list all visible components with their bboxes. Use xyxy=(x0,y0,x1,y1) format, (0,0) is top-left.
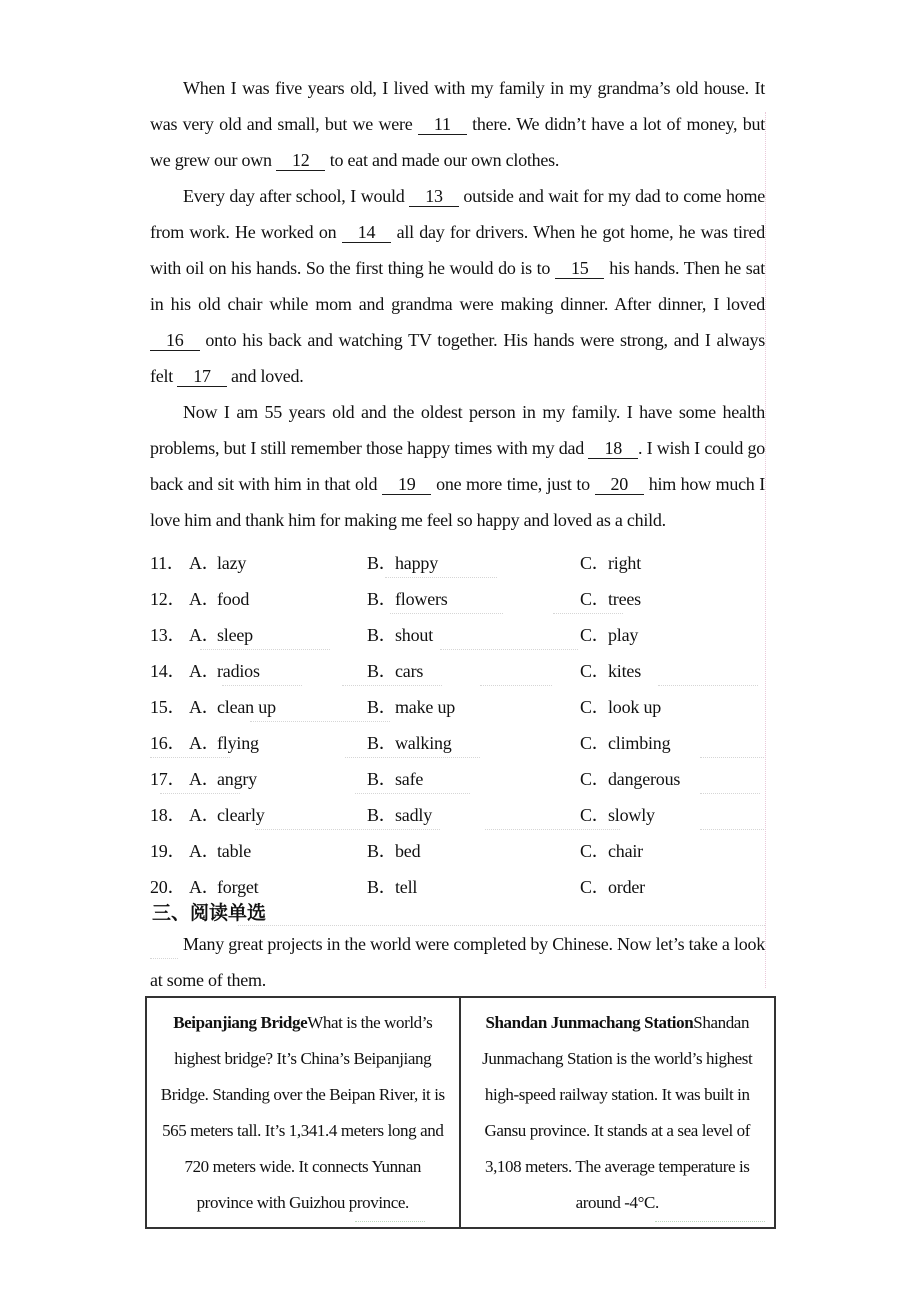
option-a xyxy=(189,653,367,689)
dotted-gridline xyxy=(480,685,552,686)
option-letter: C． xyxy=(580,769,610,789)
option-c xyxy=(580,545,765,581)
option-row-12 xyxy=(150,581,765,617)
option-c xyxy=(580,689,765,725)
reading-intro-paragraph: Many great projects in the world were completed by Chinese. Now let’s take a look at some of them. xyxy=(150,934,765,990)
question-number: 20． xyxy=(150,877,186,897)
option-text: cars xyxy=(395,661,424,681)
option-letter: B． xyxy=(367,733,397,753)
option-letter: B． xyxy=(367,661,397,681)
dotted-gridline xyxy=(700,793,760,794)
option-letter: C． xyxy=(580,589,610,609)
dotted-gridline xyxy=(160,793,240,794)
option-letter: A． xyxy=(189,625,220,645)
option-c xyxy=(580,761,765,797)
option-text: dangerous xyxy=(608,769,681,789)
cloze-paragraph-1 xyxy=(150,70,765,178)
option-letter: A． xyxy=(189,805,220,825)
option-text: radios xyxy=(217,661,260,681)
dotted-gridline xyxy=(250,721,390,722)
option-row-11 xyxy=(150,545,765,581)
option-letter: B． xyxy=(367,589,397,609)
option-letter: B． xyxy=(367,877,397,897)
option-b xyxy=(367,545,580,581)
option-row-16 xyxy=(150,725,765,761)
option-letter: C． xyxy=(580,733,610,753)
dotted-gridline xyxy=(553,613,623,614)
projects-table xyxy=(145,996,776,1229)
option-text: order xyxy=(608,877,645,897)
cloze-blank-14: 14 xyxy=(342,222,392,243)
option-letter: B． xyxy=(367,769,397,789)
paragraph-text: Now I am 55 years old and the oldest person in my family. I have some health problems, but I still remember those happy times with my dad xyxy=(150,402,765,458)
dotted-gridline xyxy=(150,757,230,758)
option-letter: B． xyxy=(367,841,397,861)
option-text: flowers xyxy=(395,589,448,609)
option-b xyxy=(367,761,580,797)
option-letter: C． xyxy=(580,625,610,645)
option-text: shout xyxy=(395,625,434,645)
option-letter: A． xyxy=(189,661,220,681)
cloze-paragraph-3 xyxy=(150,394,765,538)
paragraph-text: all day for drivers. When he got home, he was tired with oil on his hands. So the first thing he would do is to xyxy=(150,222,765,278)
option-text: right xyxy=(608,553,641,573)
option-b xyxy=(367,869,580,905)
option-c xyxy=(580,653,765,689)
cloze-blank-18: 18 xyxy=(588,438,638,459)
dotted-gridline xyxy=(385,577,497,578)
paragraph-text: When I was five years old, I lived with my family in my grandma’s old house. It was very old and small, but we were xyxy=(150,78,765,134)
dotted-gridline xyxy=(440,649,578,650)
cloze-blank-20: 20 xyxy=(595,474,645,495)
paragraph-text: onto his back and watching TV together. His hands were strong, and I always felt xyxy=(150,330,765,386)
option-b xyxy=(367,689,580,725)
option-text: slowly xyxy=(608,805,655,825)
option-text: climbing xyxy=(608,733,671,753)
option-text: clean up xyxy=(217,697,276,717)
option-text: bed xyxy=(395,841,421,861)
option-letter: A． xyxy=(189,877,220,897)
option-c xyxy=(580,617,765,653)
cloze-blank-13: 13 xyxy=(409,186,459,207)
option-row-19 xyxy=(150,833,765,869)
option-a xyxy=(189,797,367,833)
option-c xyxy=(580,797,765,833)
dotted-gridline xyxy=(150,958,178,959)
option-letter: C． xyxy=(580,553,610,573)
option-text: happy xyxy=(395,553,438,573)
option-letter: B． xyxy=(367,805,397,825)
question-number: 17． xyxy=(150,769,186,789)
dotted-gridline xyxy=(342,685,442,686)
option-letter: A． xyxy=(189,697,220,717)
cell-body: Shandan Junmachang Station is the world’s highest high-speed railway station. It was built in Gansu province. It stands at a sea level of 3,108 meters. The average temperature is around -4°C. xyxy=(482,1013,753,1212)
option-text: sleep xyxy=(217,625,253,645)
option-letter: A． xyxy=(189,553,220,573)
option-row-14 xyxy=(150,653,765,689)
question-number: 11． xyxy=(150,553,185,573)
option-row-15 xyxy=(150,689,765,725)
option-text: play xyxy=(608,625,639,645)
paragraph-text: him how much I love him and thank him for making me feel so happy and loved as a child. xyxy=(150,474,765,530)
option-letter: C． xyxy=(580,697,610,717)
option-letter: B． xyxy=(367,625,397,645)
paragraph-text: . I wish I could go back and sit with him in that old xyxy=(150,438,765,494)
option-b xyxy=(367,617,580,653)
cloze-blank-12: 12 xyxy=(276,150,326,171)
option-text: kites xyxy=(608,661,641,681)
dotted-gridline xyxy=(355,793,470,794)
dotted-gridline xyxy=(238,925,765,926)
question-number: 14． xyxy=(150,661,186,681)
paragraph-text: one more time, just to xyxy=(431,474,595,494)
question-number: 13． xyxy=(150,625,186,645)
option-c xyxy=(580,833,765,869)
option-text: lazy xyxy=(217,553,247,573)
option-letter: C． xyxy=(580,877,610,897)
option-letter: A． xyxy=(189,733,220,753)
option-b xyxy=(367,653,580,689)
paragraph-text: outside and wait for my dad to come home from work. He worked on xyxy=(150,186,765,242)
option-a xyxy=(189,689,367,725)
option-text: sadly xyxy=(395,805,432,825)
option-letter: A． xyxy=(189,589,220,609)
option-b xyxy=(367,797,580,833)
option-c xyxy=(580,581,765,617)
option-text: chair xyxy=(608,841,643,861)
cell-title: Shandan Junmachang Station xyxy=(485,1013,694,1032)
option-c xyxy=(580,869,765,905)
text-boundary-line xyxy=(765,112,766,988)
option-letter: B． xyxy=(367,697,397,717)
dotted-gridline xyxy=(355,1221,425,1222)
option-text: walking xyxy=(395,733,452,753)
dotted-gridline xyxy=(345,757,480,758)
dotted-gridline xyxy=(700,829,764,830)
option-a xyxy=(189,725,367,761)
section-header-reading: 三、阅读单选 xyxy=(152,903,267,924)
dotted-gridline xyxy=(658,685,758,686)
option-b xyxy=(367,725,580,761)
option-letter: C． xyxy=(580,805,610,825)
option-row-17 xyxy=(150,761,765,797)
option-row-13 xyxy=(150,617,765,653)
cell-title: Beipanjiang Bridge xyxy=(173,1013,308,1032)
option-a xyxy=(189,545,367,581)
table-cell-beipanjiang-bridge xyxy=(147,998,461,1227)
question-number: 12． xyxy=(150,589,186,609)
option-letter: C． xyxy=(580,661,610,681)
dotted-gridline xyxy=(222,685,302,686)
option-text: trees xyxy=(608,589,641,609)
option-letter: A． xyxy=(189,841,220,861)
option-text: angry xyxy=(217,769,257,789)
question-number: 16． xyxy=(150,733,186,753)
cell-body: What is the world’s highest bridge? It’s China’s Beipanjiang Bridge. Standing over the Beipan River, it is 565 meters tall. It’s 1,341.4 meters long and 720 meters wide. It connects Yunnan province with Guizhou province. xyxy=(160,1013,445,1212)
option-letter: C． xyxy=(580,841,610,861)
option-text: make up xyxy=(395,697,456,717)
option-text: table xyxy=(217,841,251,861)
paragraph-text: and loved. xyxy=(226,366,304,386)
dotted-gridline xyxy=(485,829,620,830)
option-a xyxy=(189,761,367,797)
option-b xyxy=(367,833,580,869)
question-number: 19． xyxy=(150,841,186,861)
option-text: flying xyxy=(217,733,259,753)
dotted-gridline xyxy=(255,829,440,830)
option-text: food xyxy=(217,589,250,609)
option-letter: A． xyxy=(189,769,220,789)
option-a xyxy=(189,581,367,617)
cloze-blank-17: 17 xyxy=(177,366,227,387)
cloze-options-list xyxy=(150,545,765,905)
option-text: forget xyxy=(217,877,259,897)
option-text: look up xyxy=(608,697,662,717)
table-cell-shandan-station xyxy=(461,998,775,1227)
paragraph-text: his hands. Then he sat in his old chair while mom and grandma were making dinner. After dinner, I loved xyxy=(150,258,765,314)
paragraph-text: Every day after school, I would xyxy=(183,186,410,206)
cloze-paragraph-2 xyxy=(150,178,765,394)
question-number: 18． xyxy=(150,805,186,825)
dotted-gridline xyxy=(390,613,503,614)
option-a xyxy=(189,833,367,869)
paragraph-text: to eat and made our own clothes. xyxy=(325,150,560,170)
option-text: clearly xyxy=(217,805,265,825)
cloze-blank-16: 16 xyxy=(150,330,200,351)
option-b xyxy=(367,581,580,617)
dotted-gridline xyxy=(655,1221,765,1222)
option-text: tell xyxy=(395,877,418,897)
option-letter: B． xyxy=(367,553,397,573)
cloze-blank-19: 19 xyxy=(382,474,432,495)
option-row-18 xyxy=(150,797,765,833)
question-number: 15． xyxy=(150,697,186,717)
dotted-gridline xyxy=(700,757,764,758)
paragraph-text: there. We didn’t have a lot of money, but we grew our own xyxy=(150,114,765,170)
option-c xyxy=(580,725,765,761)
cloze-blank-11: 11 xyxy=(418,114,467,135)
cloze-passage xyxy=(150,70,765,538)
dotted-gridline xyxy=(200,649,330,650)
cloze-blank-15: 15 xyxy=(555,258,605,279)
option-a xyxy=(189,617,367,653)
option-text: safe xyxy=(395,769,424,789)
